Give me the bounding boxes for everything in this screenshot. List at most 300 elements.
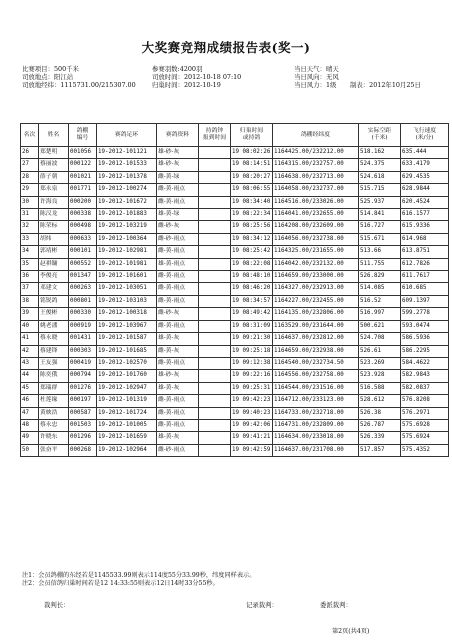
cell-arrival: 19 08:46:20	[231, 283, 273, 295]
table-row	[21, 209, 449, 221]
cell-type: 雌-黄-绿	[157, 171, 199, 183]
cell-rank: 26	[21, 147, 39, 159]
cell-rank: 49	[21, 432, 39, 444]
cell-arrival: 19 09:21:30	[231, 333, 273, 345]
cell-arrival: 19 09:42:06	[231, 419, 273, 431]
table-header-row	[21, 124, 449, 147]
cell-clock	[199, 184, 231, 196]
table-row	[21, 246, 449, 258]
results-table	[20, 123, 449, 457]
cell-speed: 616.1577	[401, 209, 449, 221]
cell-name: 陈荣标	[39, 221, 69, 233]
cell-distance: 526.787	[359, 419, 401, 431]
cell-name: 姚老潘	[39, 320, 69, 332]
cell-loft-id: 001771	[69, 184, 97, 196]
cell-clock	[199, 444, 231, 456]
cell-type: 雄-砂-灰	[157, 159, 199, 171]
cell-name: 杜莲缘	[39, 395, 69, 407]
cell-coords: 1164327.00/232913.00	[273, 283, 359, 295]
cell-type: 雌-黄-雨点	[157, 395, 199, 407]
cell-name: 蔡永忠	[39, 419, 69, 431]
cell-rank: 31	[21, 209, 39, 221]
cell-clock	[199, 147, 231, 159]
cell-speed: 611.7617	[401, 271, 449, 283]
cell-coords: 1164540.00/232734.50	[273, 357, 359, 369]
cell-coords: 1164041.00/232655.00	[273, 209, 359, 221]
cell-distance: 517.857	[359, 444, 401, 456]
header-col-ring: 赛鸽足环	[97, 124, 157, 147]
cell-type: 雌-黄-雨点	[157, 320, 199, 332]
cell-distance: 513.66	[359, 246, 401, 258]
table-row	[21, 357, 449, 369]
cell-name: 李俊亮	[39, 271, 69, 283]
cell-arrival: 19 09:42:23	[231, 395, 273, 407]
cell-type: 雌-黄-雨点	[157, 271, 199, 283]
cell-ring: 19-2012-100364	[97, 233, 157, 245]
cell-loft-id: 000200	[69, 196, 97, 208]
cell-arrival: 19 08:34:12	[231, 233, 273, 245]
footnote-2: 注2：会员信鸽归巢时间若是12 14:33:55则表示12日14时33分55秒。	[22, 580, 219, 587]
cell-distance: 515.715	[359, 184, 401, 196]
cell-rank: 42	[21, 345, 39, 357]
cell-type: 雄-黄-绿	[157, 209, 199, 221]
header-col-rank: 名次	[21, 124, 39, 147]
table-row	[21, 233, 449, 245]
cell-type: 雌-黄-雨点	[157, 283, 199, 295]
cell-arrival: 19 08:14:51	[231, 159, 273, 171]
cell-coords: 1164659.00/232938.00	[273, 345, 359, 357]
cell-loft-id: 000330	[69, 308, 97, 320]
cell-loft-id: 000268	[69, 444, 97, 456]
cell-loft-id: 001431	[69, 333, 97, 345]
cell-speed: 633.4179	[401, 159, 449, 171]
cell-speed: 576.8208	[401, 395, 449, 407]
cell-distance: 516.727	[359, 221, 401, 233]
cell-loft-id: 000498	[69, 221, 97, 233]
table-row	[21, 196, 449, 208]
cell-ring: 19-2012-102981	[97, 246, 157, 258]
cell-type: 雌-砂-雨点	[157, 233, 199, 245]
cell-name: 蔡永晓	[39, 333, 69, 345]
cell-clock	[199, 320, 231, 332]
table-row	[21, 432, 449, 444]
cell-ring: 19-2012-101005	[97, 419, 157, 431]
cell-speed: 586.2295	[401, 345, 449, 357]
cell-coords: 1164637.00/231708.00	[273, 444, 359, 456]
cell-loft-id: 000303	[69, 345, 97, 357]
cell-name: 薛子朝	[39, 171, 69, 183]
header-col-distance: 实际空距 (千米)	[359, 124, 401, 147]
cell-clock	[199, 407, 231, 419]
cell-speed: 586.5936	[401, 333, 449, 345]
table-row	[21, 295, 449, 307]
cell-name: 张奋平	[39, 444, 69, 456]
cell-coords: 1164325.00/231655.00	[273, 246, 359, 258]
footnotes	[22, 572, 255, 588]
cell-name: 郭靖彬	[39, 246, 69, 258]
cell-coords: 1164637.00/232812.00	[273, 333, 359, 345]
cell-clock	[199, 159, 231, 171]
cell-arrival: 19 08:49:42	[231, 308, 273, 320]
cell-loft-id: 000419	[69, 357, 97, 369]
cell-arrival: 19 08:48:10	[231, 271, 273, 283]
cell-type: 雌-黄-雨点	[157, 407, 199, 419]
cell-arrival: 19 09:22:16	[231, 370, 273, 382]
cell-loft-id: 000552	[69, 258, 97, 270]
cell-ring: 19-2012-103967	[97, 320, 157, 332]
cell-speed: 593.0474	[401, 320, 449, 332]
cell-coords: 1164712.00/233123.00	[273, 395, 359, 407]
cell-clock	[199, 221, 231, 233]
cell-ring: 19-2012-103103	[97, 295, 157, 307]
cell-speed: 615.9336	[401, 221, 449, 233]
cell-type: 雌-砂-灰	[157, 221, 199, 233]
cell-rank: 30	[21, 196, 39, 208]
cell-type: 雌-黄-雨点	[157, 357, 199, 369]
cell-speed: 575.6924	[401, 432, 449, 444]
cell-coords: 1164425.00/232212.00	[273, 147, 359, 159]
cell-distance: 511.755	[359, 258, 401, 270]
table-row	[21, 444, 449, 456]
cell-rank: 40	[21, 320, 39, 332]
cell-speed: 575.4352	[401, 444, 449, 456]
cell-distance: 524.708	[359, 333, 401, 345]
table-row	[21, 333, 449, 345]
cell-rank: 41	[21, 333, 39, 345]
header-col-clock-time: 持鸽钟 报到时间	[199, 124, 231, 147]
cell-loft-id: 000338	[69, 209, 97, 221]
cell-loft-id: 001347	[69, 271, 97, 283]
cell-ring: 19-2012-101672	[97, 196, 157, 208]
cell-name: 陈汉龙	[39, 209, 69, 221]
cell-name: 许海良	[39, 196, 69, 208]
cell-arrival: 19 08:25:56	[231, 221, 273, 233]
cell-rank: 44	[21, 370, 39, 382]
cell-name: 郑瑞群	[39, 382, 69, 394]
info-wind-direction: 当日风向：无风	[294, 73, 339, 81]
cell-ring: 19-2012-101533	[97, 159, 157, 171]
cell-ring: 19-2012-102964	[97, 444, 157, 456]
cell-speed: 575.6928	[401, 419, 449, 431]
cell-ring: 19-2012-103219	[97, 221, 157, 233]
cell-ring: 19-2012-101587	[97, 333, 157, 345]
cell-coords: 1164058.00/232737.00	[273, 184, 359, 196]
cell-distance: 500.621	[359, 320, 401, 332]
cell-ring: 19-2012-102947	[97, 382, 157, 394]
cell-distance: 516.52	[359, 295, 401, 307]
cell-rank: 48	[21, 419, 39, 431]
cell-arrival: 19 08:20:27	[231, 171, 273, 183]
table-row	[21, 159, 449, 171]
cell-ring: 19-2012-101685	[97, 345, 157, 357]
cell-ring: 19-2012-101601	[97, 271, 157, 283]
cell-coords: 1164135.00/232806.00	[273, 308, 359, 320]
cell-coords: 1164227.00/232455.00	[273, 295, 359, 307]
cell-coords: 1164556.00/232758.00	[273, 370, 359, 382]
cell-clock	[199, 382, 231, 394]
cell-type: 雌-砂-灰	[157, 308, 199, 320]
cell-rank: 47	[21, 407, 39, 419]
cell-type: 雌-黄-雨点	[157, 196, 199, 208]
cell-name: 郑楚明	[39, 147, 69, 159]
cell-type: 雄-黄-灰	[157, 382, 199, 394]
cell-type: 雄-黄-灰	[157, 333, 199, 345]
cell-ring: 19-2012-101319	[97, 395, 157, 407]
info-release-time: 司放时间：2012-10-18 07:10	[152, 73, 242, 81]
signature-committee: 委派裁判：	[320, 601, 352, 609]
table-row	[21, 184, 449, 196]
cell-clock	[199, 258, 231, 270]
cell-speed: 584.4622	[401, 357, 449, 369]
cell-name: 铭锐鸽	[39, 295, 69, 307]
cell-loft-id: 001296	[69, 432, 97, 444]
cell-clock	[199, 196, 231, 208]
cell-ring: 19-2012-101121	[97, 147, 157, 159]
table-row	[21, 382, 449, 394]
cell-speed: 612.7826	[401, 258, 449, 270]
page-number: 第2页(共4页)	[332, 628, 370, 635]
cell-coords: 1164208.00/232609.00	[273, 221, 359, 233]
info-compiled-date: 制表：2012年10月25日	[350, 81, 421, 89]
cell-coords: 1164659.00/233000.00	[273, 271, 359, 283]
cell-coords: 1164634.00/233018.00	[273, 432, 359, 444]
cell-rank: 38	[21, 295, 39, 307]
cell-speed: 599.2778	[401, 308, 449, 320]
cell-coords: 1164544.00/231516.00	[273, 382, 359, 394]
table-row	[21, 407, 449, 419]
cell-clock	[199, 432, 231, 444]
table-row	[21, 320, 449, 332]
info-entries: 参赛羽数:4200羽	[152, 65, 203, 73]
cell-distance: 523.928	[359, 370, 401, 382]
cell-type: 雌-砂-雨点	[157, 444, 199, 456]
cell-rank: 50	[21, 444, 39, 456]
cell-distance: 526.829	[359, 271, 401, 283]
cell-clock	[199, 395, 231, 407]
cell-ring: 19-2012-101378	[97, 171, 157, 183]
cell-clock	[199, 295, 231, 307]
header-col-pigeon-info: 赛鸽资料	[157, 124, 199, 147]
cell-ring: 19-2012-100318	[97, 308, 157, 320]
cell-name: 黄映浩	[39, 407, 69, 419]
cell-clock	[199, 246, 231, 258]
cell-distance: 515.671	[359, 233, 401, 245]
cell-loft-id: 000633	[69, 233, 97, 245]
cell-rank: 37	[21, 283, 39, 295]
footnote-1: 注1：会员鸽棚的东经若是1145533.99则表示114度55分33.99秒，纬度同样表示。	[22, 572, 256, 579]
cell-ring: 19-2012-101659	[97, 432, 157, 444]
cell-distance: 523.269	[359, 357, 401, 369]
cell-arrival: 19 08:25:42	[231, 246, 273, 258]
info-release-site: 司放地点：阳江站	[22, 73, 74, 81]
cell-speed: 614.968	[401, 233, 449, 245]
cell-coords: 1164042.00/232132.00	[273, 258, 359, 270]
cell-clock	[199, 171, 231, 183]
cell-speed: 576.2971	[401, 407, 449, 419]
table-row	[21, 147, 449, 159]
cell-speed: 629.4535	[401, 171, 449, 183]
cell-arrival: 19 08:06:55	[231, 184, 273, 196]
cell-arrival: 19 09:12:38	[231, 357, 273, 369]
table-row	[21, 221, 449, 233]
table-row	[21, 171, 449, 183]
table-body	[21, 147, 449, 457]
cell-loft-id: 000794	[69, 370, 97, 382]
cell-distance: 514.841	[359, 209, 401, 221]
table-row	[21, 345, 449, 357]
cell-loft-id: 001276	[69, 382, 97, 394]
cell-speed: 613.8751	[401, 246, 449, 258]
cell-rank: 29	[21, 184, 39, 196]
cell-clock	[199, 308, 231, 320]
header-col-coords: 鸽棚经纬度	[273, 124, 359, 147]
cell-arrival: 19 09:40:23	[231, 407, 273, 419]
info-release-coords: 司放地经纬：1115731.00/215307.00	[22, 81, 136, 89]
cell-speed: 609.1397	[401, 295, 449, 307]
cell-arrival: 19 08:34:40	[231, 196, 273, 208]
cell-name: 赵祺镛	[39, 258, 69, 270]
cell-arrival: 19 08:02:26	[231, 147, 273, 159]
cell-type: 雌-黄-雨点	[157, 295, 199, 307]
cell-name: 胡炜	[39, 233, 69, 245]
cell-coords: 1163529.00/231644.00	[273, 320, 359, 332]
cell-ring: 19-2012-100274	[97, 184, 157, 196]
cell-speed: 582.0837	[401, 382, 449, 394]
cell-coords: 1164638.00/232713.00	[273, 171, 359, 183]
cell-clock	[199, 209, 231, 221]
table-row	[21, 308, 449, 320]
header-col-name: 姓名	[39, 124, 69, 147]
cell-loft-id: 000919	[69, 320, 97, 332]
cell-coords: 1164516.00/233026.00	[273, 196, 359, 208]
cell-name: 王俊彬	[39, 308, 69, 320]
cell-arrival: 19 08:22:08	[231, 258, 273, 270]
cell-ring: 19-2012-103051	[97, 283, 157, 295]
signature-judge: 裁判长：	[44, 601, 70, 609]
cell-distance: 528.612	[359, 395, 401, 407]
info-distance: 比赛项目：500千米	[22, 65, 79, 73]
cell-name: 许晓东	[39, 432, 69, 444]
cell-coords: 1164733.00/232718.00	[273, 407, 359, 419]
cell-distance: 514.085	[359, 283, 401, 295]
cell-loft-id: 000122	[69, 159, 97, 171]
cell-type: 雌-黄-灰	[157, 345, 199, 357]
cell-type: 雌-黄-雨点	[157, 419, 199, 431]
cell-clock	[199, 345, 231, 357]
cell-loft-id: 000101	[69, 246, 97, 258]
cell-ring: 19-2012-101883	[97, 209, 157, 221]
cell-arrival: 19 08:34:57	[231, 295, 273, 307]
cell-distance: 524.375	[359, 159, 401, 171]
table-row	[21, 283, 449, 295]
cell-rank: 46	[21, 395, 39, 407]
cell-loft-id: 000801	[69, 295, 97, 307]
cell-rank: 32	[21, 221, 39, 233]
cell-name: 蔡建锋	[39, 345, 69, 357]
cell-name: 邓建文	[39, 283, 69, 295]
cell-type: 雄-砂-灰	[157, 147, 199, 159]
cell-loft-id: 000587	[69, 407, 97, 419]
header-col-loft-id: 鸽棚 编号	[69, 124, 97, 147]
cell-clock	[199, 370, 231, 382]
cell-type: 雄-黄-雨点	[157, 258, 199, 270]
cell-clock	[199, 419, 231, 431]
cell-speed: 610.685	[401, 283, 449, 295]
cell-loft-id: 001021	[69, 171, 97, 183]
cell-rank: 34	[21, 246, 39, 258]
cell-loft-id: 000263	[69, 283, 97, 295]
cell-loft-id: 001056	[69, 147, 97, 159]
cell-arrival: 19 09:41:21	[231, 432, 273, 444]
cell-type: 雄-黄-灰	[157, 432, 199, 444]
cell-coords: 1164315.00/232757.00	[273, 159, 359, 171]
cell-arrival: 19 08:31:09	[231, 320, 273, 332]
report-title: 大奖赛竞翔成绩报告表(奖一)	[141, 40, 311, 55]
cell-type: 雌-黄-雨点	[157, 184, 199, 196]
cell-speed: 628.9844	[401, 184, 449, 196]
cell-speed: 635.444	[401, 147, 449, 159]
table-row	[21, 370, 449, 382]
cell-clock	[199, 333, 231, 345]
cell-distance: 524.618	[359, 171, 401, 183]
cell-clock	[199, 357, 231, 369]
cell-distance: 525.937	[359, 196, 401, 208]
header-col-arrival-time: 归巢时间 或持鸽	[231, 124, 273, 147]
cell-loft-id: 000197	[69, 395, 97, 407]
cell-distance: 516.588	[359, 382, 401, 394]
cell-rank: 45	[21, 382, 39, 394]
cell-arrival: 19 08:22:34	[231, 209, 273, 221]
cell-distance: 526.38	[359, 407, 401, 419]
header-col-speed: 飞行速度 (米/分)	[401, 124, 449, 147]
cell-ring: 19-2012-101724	[97, 407, 157, 419]
cell-type: 雄-砂-灰	[157, 370, 199, 382]
info-return-time: 归巢时间：2012-10-19	[152, 81, 221, 89]
cell-coords: 1164056.00/232738.00	[273, 233, 359, 245]
cell-rank: 33	[21, 233, 39, 245]
cell-name: 陈奕俄	[39, 370, 69, 382]
table-row	[21, 419, 449, 431]
table-row	[21, 258, 449, 270]
cell-rank: 27	[21, 159, 39, 171]
info-wind-force: 当日风力：1级	[294, 81, 337, 89]
cell-speed: 620.4524	[401, 196, 449, 208]
cell-clock	[199, 283, 231, 295]
table-row	[21, 271, 449, 283]
cell-arrival: 19 09:25:18	[231, 345, 273, 357]
cell-ring: 19-2012-102570	[97, 357, 157, 369]
cell-type: 雌-黄-雨点	[157, 246, 199, 258]
cell-name: 郑永泉	[39, 184, 69, 196]
cell-name: 蔡丽波	[39, 159, 69, 171]
cell-distance: 518.162	[359, 147, 401, 159]
cell-clock	[199, 271, 231, 283]
cell-loft-id: 001503	[69, 419, 97, 431]
info-weather: 当日天气：晴天	[294, 65, 339, 73]
cell-distance: 516.997	[359, 308, 401, 320]
cell-ring: 19-2012-101981	[97, 258, 157, 270]
cell-distance: 526.61	[359, 345, 401, 357]
cell-rank: 35	[21, 258, 39, 270]
cell-distance: 526.339	[359, 432, 401, 444]
cell-coords: 1164731.00/232809.00	[273, 419, 359, 431]
cell-rank: 39	[21, 308, 39, 320]
cell-ring: 19-2012-101760	[97, 370, 157, 382]
cell-speed: 582.9843	[401, 370, 449, 382]
cell-arrival: 19 09:25:31	[231, 382, 273, 394]
cell-name: 王友强	[39, 357, 69, 369]
table-row	[21, 395, 449, 407]
